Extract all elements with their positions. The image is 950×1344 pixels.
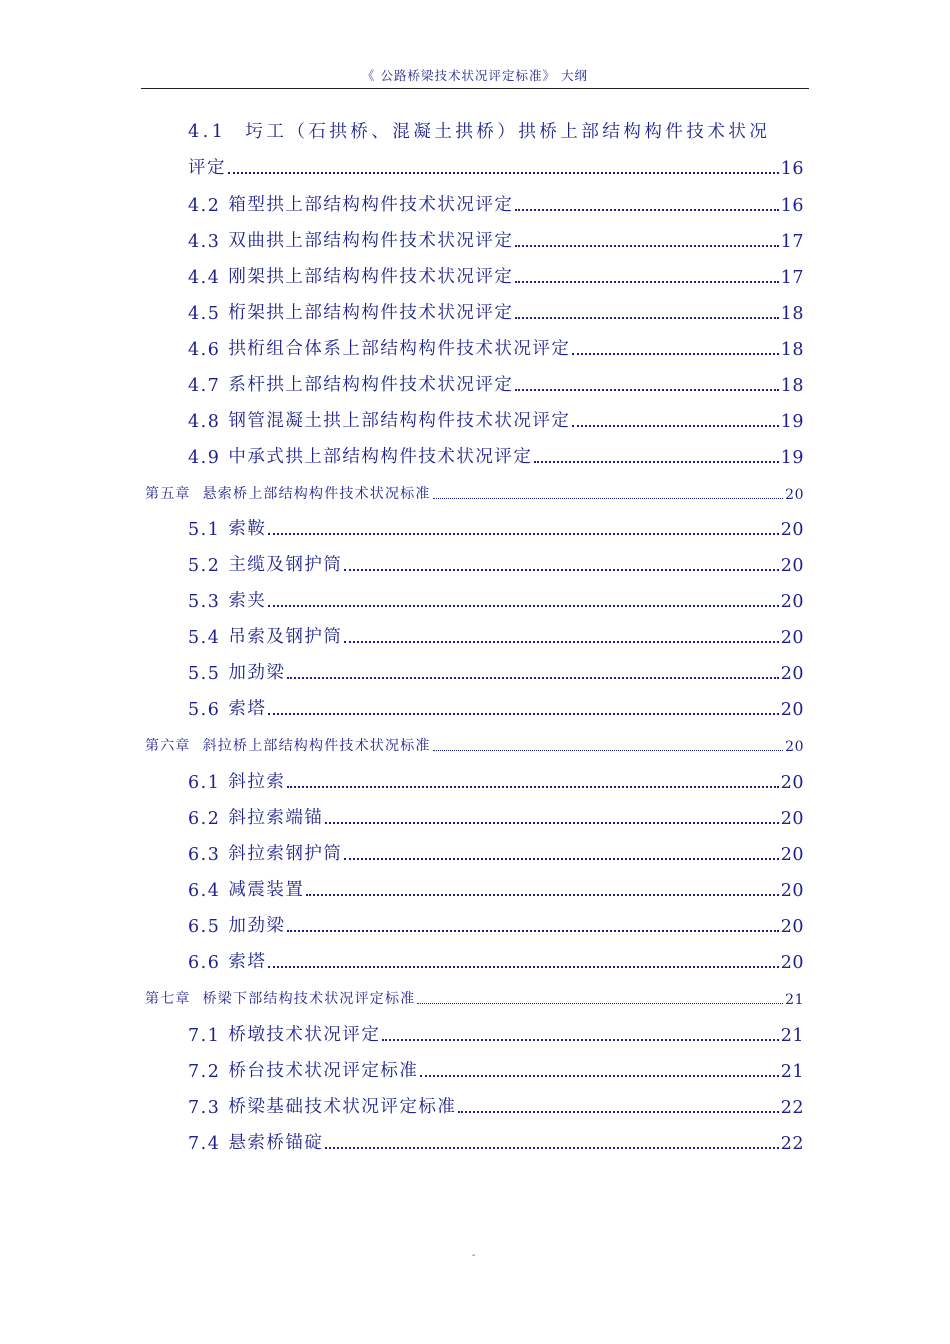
toc-entry-title: 桥梁基础技术状况评定标准 <box>228 1097 457 1117</box>
toc-section-entry[interactable] <box>188 841 804 865</box>
toc-section-entry[interactable] <box>188 264 804 288</box>
toc-entry-page: 18 <box>780 340 804 360</box>
toc-entry-page: 20 <box>780 628 804 648</box>
toc-entry-title: 索塔 <box>228 952 267 972</box>
toc-leader-dots <box>433 497 784 499</box>
toc-leader-dots <box>268 532 778 535</box>
toc-leader-dots <box>268 604 778 607</box>
toc-leader-dots <box>325 1146 778 1149</box>
toc-entry-number: 7.2 <box>188 1062 221 1082</box>
toc-section-entry[interactable] <box>188 408 804 432</box>
toc-leader-dots <box>417 1002 783 1004</box>
toc-entry-number: 6.6 <box>188 953 221 973</box>
header-divider <box>141 88 809 89</box>
toc-entry-page: 19 <box>780 412 804 432</box>
toc-entry-number: 7.1 <box>188 1026 221 1046</box>
toc-entry-title: 斜拉索 <box>228 772 286 792</box>
toc-entry-number: 6.5 <box>188 917 221 937</box>
toc-section-entry[interactable] <box>188 805 804 829</box>
toc-section-entry[interactable] <box>188 949 804 973</box>
toc-entry-page: 20 <box>780 664 804 684</box>
toc-entry-title: 拱桁组合体系上部结构构件技术状况评定 <box>228 339 571 359</box>
toc-section-entry[interactable] <box>188 1094 804 1118</box>
toc-leader-dots <box>433 749 784 751</box>
toc-entry-page: 21 <box>780 1026 804 1046</box>
toc-section-entry[interactable] <box>188 300 804 324</box>
toc-entry-title: 双曲拱上部结构构件技术状况评定 <box>228 231 514 251</box>
toc-entry-page: 19 <box>780 448 804 468</box>
toc-entry-page: 20 <box>780 917 804 937</box>
toc-entry-title: 圬工（石拱桥、混凝土拱桥）拱桥上部结构构件技术状况 <box>245 122 771 142</box>
toc-entry-number: 4.6 <box>188 340 221 360</box>
toc-section-entry[interactable] <box>188 552 804 576</box>
toc-leader-dots <box>344 857 778 860</box>
toc-leader-dots <box>287 785 778 788</box>
toc-entry-number: 5.4 <box>188 628 221 648</box>
toc-entry-page: 20 <box>780 953 804 973</box>
toc-leader-dots <box>287 676 778 679</box>
toc-leader-dots <box>306 893 778 896</box>
toc-entry-number: 7.3 <box>188 1098 221 1118</box>
toc-entry-page: 20 <box>785 487 804 503</box>
toc-entry-number: 第六章 <box>145 738 191 754</box>
toc-entry-title: 桥墩技术状况评定 <box>228 1025 381 1045</box>
toc-entry-page: 20 <box>780 556 804 576</box>
toc-entry-number: 6.1 <box>188 773 221 793</box>
toc-leader-dots <box>458 1110 778 1113</box>
toc-entry-number: 6.2 <box>188 809 221 829</box>
toc-leader-dots <box>515 388 778 391</box>
toc-leader-dots <box>515 208 778 211</box>
toc-entry-page: 22 <box>780 1098 804 1118</box>
toc-entry-page: 20 <box>780 809 804 829</box>
toc-entry-page: 17 <box>780 268 804 288</box>
toc-leader-dots <box>228 171 779 174</box>
toc-section-entry[interactable] <box>188 624 804 648</box>
toc-section-entry[interactable] <box>188 444 804 468</box>
toc-entry-page: 20 <box>785 739 804 755</box>
toc-entry-page: 20 <box>780 845 804 865</box>
toc-section-entry[interactable] <box>188 1022 804 1046</box>
toc-leader-dots <box>344 568 778 571</box>
toc-section-entry[interactable] <box>188 516 804 540</box>
toc-entry-title: 斜拉索端锚 <box>228 808 324 828</box>
toc-section-entry[interactable] <box>188 228 804 252</box>
toc-entry-title: 评定 <box>188 158 226 178</box>
toc-entry-title: 桥台技术状况评定标准 <box>228 1061 419 1081</box>
toc-entry-number: 4.7 <box>188 376 221 396</box>
toc-entry-page: 18 <box>780 376 804 396</box>
toc-entry-title: 主缆及钢护筒 <box>228 555 343 575</box>
toc-entry-number: 第五章 <box>145 486 191 502</box>
toc-leader-dots <box>420 1074 778 1077</box>
toc-entry-title: 系杆拱上部结构构件技术状况评定 <box>228 375 514 395</box>
toc-entry-page: 20 <box>780 700 804 720</box>
toc-entry-number: 4.5 <box>188 304 221 324</box>
toc-entry-number: 4.4 <box>188 268 221 288</box>
toc-section-entry[interactable] <box>188 877 804 901</box>
toc-leader-dots <box>534 460 778 463</box>
toc-section-entry[interactable] <box>188 913 804 937</box>
toc-entry-title: 中承式拱上部结构构件技术状况评定 <box>228 447 533 467</box>
toc-entry-title: 箱型拱上部结构构件技术状况评定 <box>228 195 514 215</box>
toc-section-entry[interactable] <box>188 1130 804 1154</box>
toc-entry-title: 悬索桥锚碇 <box>228 1133 324 1153</box>
toc-entry-title: 悬索桥上部结构构件技术状况标准 <box>202 486 431 502</box>
toc-entry-title: 斜拉索钢护筒 <box>228 844 343 864</box>
toc-chapter-entry[interactable] <box>145 735 804 755</box>
toc-entry-page: 22 <box>780 1134 804 1154</box>
toc-entry-page: 20 <box>780 773 804 793</box>
toc-section-entry[interactable] <box>188 660 804 684</box>
toc-leader-dots <box>268 712 778 715</box>
toc-section-entry[interactable] <box>188 769 804 793</box>
toc-section-entry[interactable] <box>188 372 804 396</box>
toc-section-entry[interactable] <box>188 588 804 612</box>
toc-entry-title: 加劲梁 <box>228 916 286 936</box>
toc-entry-number: 4.2 <box>188 196 221 216</box>
toc-entry-number: 4.3 <box>188 232 221 252</box>
page-footer-mark: - <box>472 1250 476 1261</box>
toc-leader-dots <box>287 929 778 932</box>
toc-leader-dots <box>344 640 778 643</box>
toc-entry-page: 21 <box>780 1062 804 1082</box>
toc-entry-title: 索塔 <box>228 699 267 719</box>
toc-entry-page: 21 <box>785 992 804 1008</box>
toc-entry-page: 18 <box>780 304 804 324</box>
toc-entry-title: 减震装置 <box>228 880 305 900</box>
toc-entry-title: 刚架拱上部结构构件技术状况评定 <box>228 267 514 287</box>
toc-entry-number: 4.8 <box>188 412 221 432</box>
toc-leader-dots <box>572 352 778 355</box>
toc-section-entry[interactable] <box>188 696 804 720</box>
toc-entry-page: 20 <box>780 881 804 901</box>
toc-leader-dots <box>515 244 778 247</box>
toc-leader-dots <box>325 821 778 824</box>
toc-leader-dots <box>515 280 778 283</box>
toc-leader-dots <box>382 1038 778 1041</box>
toc-entry-number: 5.5 <box>188 664 221 684</box>
toc-entry-page: 16 <box>780 196 804 216</box>
toc-entry-title: 索鞍 <box>228 519 267 539</box>
toc-entry-number: 4.1 <box>188 122 227 142</box>
toc-leader-dots <box>515 316 778 319</box>
toc-entry-number: 5.1 <box>188 520 221 540</box>
toc-leader-dots <box>268 965 778 968</box>
toc-entry-title: 加劲梁 <box>228 663 286 683</box>
toc-entry-page: 20 <box>780 592 804 612</box>
toc-section-entry[interactable] <box>188 192 804 216</box>
toc-entry-title: 桁架拱上部结构构件技术状况评定 <box>228 303 514 323</box>
toc-entry-title: 桥梁下部结构技术状况评定标准 <box>202 991 416 1007</box>
toc-entry-page: 17 <box>780 232 804 252</box>
toc-entry-4-1-line1[interactable] <box>188 118 804 142</box>
toc-entry-title: 索夹 <box>228 591 267 611</box>
toc-entry-page: 20 <box>780 520 804 540</box>
toc-entry-number: 7.4 <box>188 1134 221 1154</box>
toc-entry-number: 5.3 <box>188 592 221 612</box>
toc-entry-number: 5.6 <box>188 700 221 720</box>
toc-entry-number: 6.4 <box>188 881 221 901</box>
toc-section-entry[interactable] <box>188 336 804 360</box>
toc-entry-page: 16 <box>780 159 804 179</box>
toc-leader-dots <box>572 424 778 427</box>
toc-chapter-entry[interactable] <box>145 483 804 503</box>
toc-entry-title: 钢管混凝土拱上部结构构件技术状况评定 <box>228 411 571 431</box>
toc-entry-number: 6.3 <box>188 845 221 865</box>
toc-entry-title: 斜拉桥上部结构构件技术状况标准 <box>202 738 431 754</box>
toc-section-entry[interactable] <box>188 1058 804 1082</box>
toc-entry-title: 吊索及钢护筒 <box>228 627 343 647</box>
toc-entry-number: 第七章 <box>145 991 191 1007</box>
page-header: 《 公路桥梁技术状况评定标准》 大纲 <box>362 68 588 83</box>
toc-entry-number: 5.2 <box>188 556 221 576</box>
toc-entry-number: 4.9 <box>188 448 221 468</box>
toc-entry-4-1-line2[interactable] <box>188 155 804 179</box>
toc-chapter-entry[interactable] <box>145 988 804 1008</box>
